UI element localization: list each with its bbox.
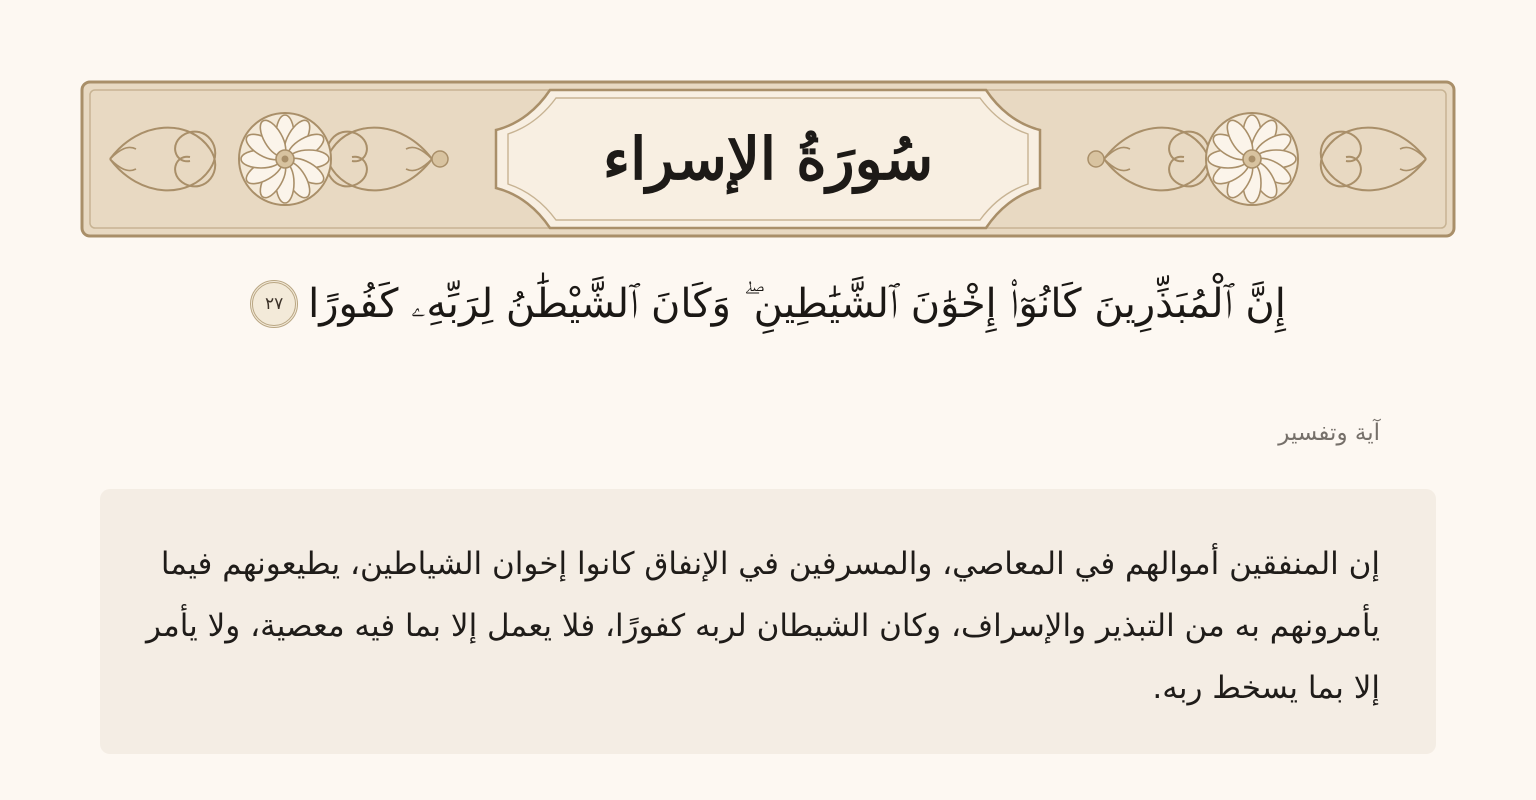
section-label: آية وتفسير bbox=[1278, 420, 1380, 446]
surah-title: سُورَةُ الإسراء bbox=[602, 125, 934, 193]
verse-text: إِنَّ ٱلْمُبَذِّرِينَ كَانُوٓا۟ إِخْوَٰنَ ٱلشَّيَٰطِينِ ۖ وَكَانَ ٱلشَّيْطَٰنُ لِرَبِّهِۦ كَفُورًا bbox=[308, 281, 1286, 327]
verse-line bbox=[190, 262, 1346, 346]
tafsir-card bbox=[100, 489, 1436, 754]
surah-banner bbox=[80, 80, 1456, 238]
ayah-number-badge: ٢٧ bbox=[250, 280, 298, 328]
tafsir-text: إن المنفقين أموالهم في المعاصي، والمسرفين في الإنفاق كانوا إخوان الشياطين، يطيعونهم فيما يأمرونهم به من التبذير والإسراف، وكان الشيطان لربه كفورًا، فلا يعمل إلا بما فيه معصية، ولا يأمر إلا بما يسخط ربه. bbox=[145, 546, 1380, 706]
